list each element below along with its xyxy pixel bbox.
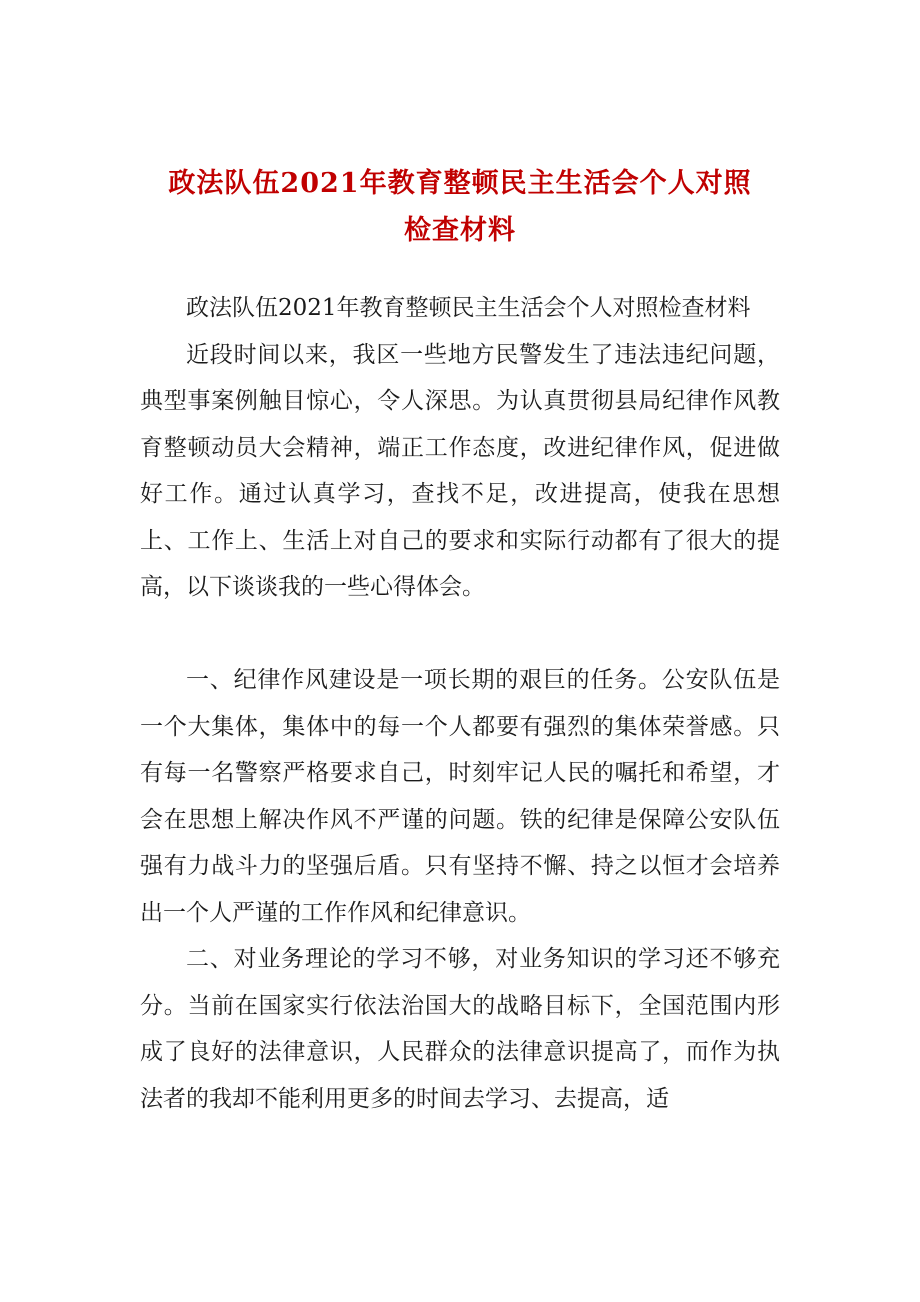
title-line-1: 政法队伍2021年教育整顿民主生活会个人对照	[168, 168, 752, 199]
document-body	[140, 285, 780, 1122]
paragraph-intro: 近段时间以来，我区一些地方民警发生了违法违纪问题，典型事案例触目惊心，令人深思。为认真贯彻县局纪律作风教育整顿动员大会精神，端正工作态度，改进纪律作风，促进做好工作。通过认真学习，查找不足，改进提高，使我在思想上、工作上、生活上对自己的要求和实际行动都有了很大的提高，以下谈谈我的一些心得体会。	[140, 341, 780, 600]
document-title	[140, 160, 780, 254]
paragraph-repeated-title: 政法队伍2021年教育整顿民主生活会个人对照检查材料	[186, 295, 751, 321]
paragraph-spacer	[140, 611, 780, 658]
title-line-2: 检查材料	[404, 215, 516, 246]
paragraph-point-one: 一、纪律作风建设是一项长期的艰巨的任务。公安队伍是一个大集体，集体中的每一个人都要有强烈的集体荣誉感。只有每一名警察严格要求自己，时刻牢记人民的嘱托和希望，才会在思想上解决作风不严谨的问题。铁的纪律是保障公安队伍强有力战斗力的坚强后盾。只有坚持不懈、持之以恒才会培养出一个人严谨的工作作风和纪律意识。	[140, 667, 780, 926]
paragraph-point-two: 二、对业务理论的学习不够，对业务知识的学习还不够充分。当前在国家实行依法治国大的战略目标下，全国范围内形成了良好的法律意识，人民群众的法律意识提高了，而作为执法者的我却不能利用更多的时间去学习、去提高，适	[140, 946, 780, 1112]
